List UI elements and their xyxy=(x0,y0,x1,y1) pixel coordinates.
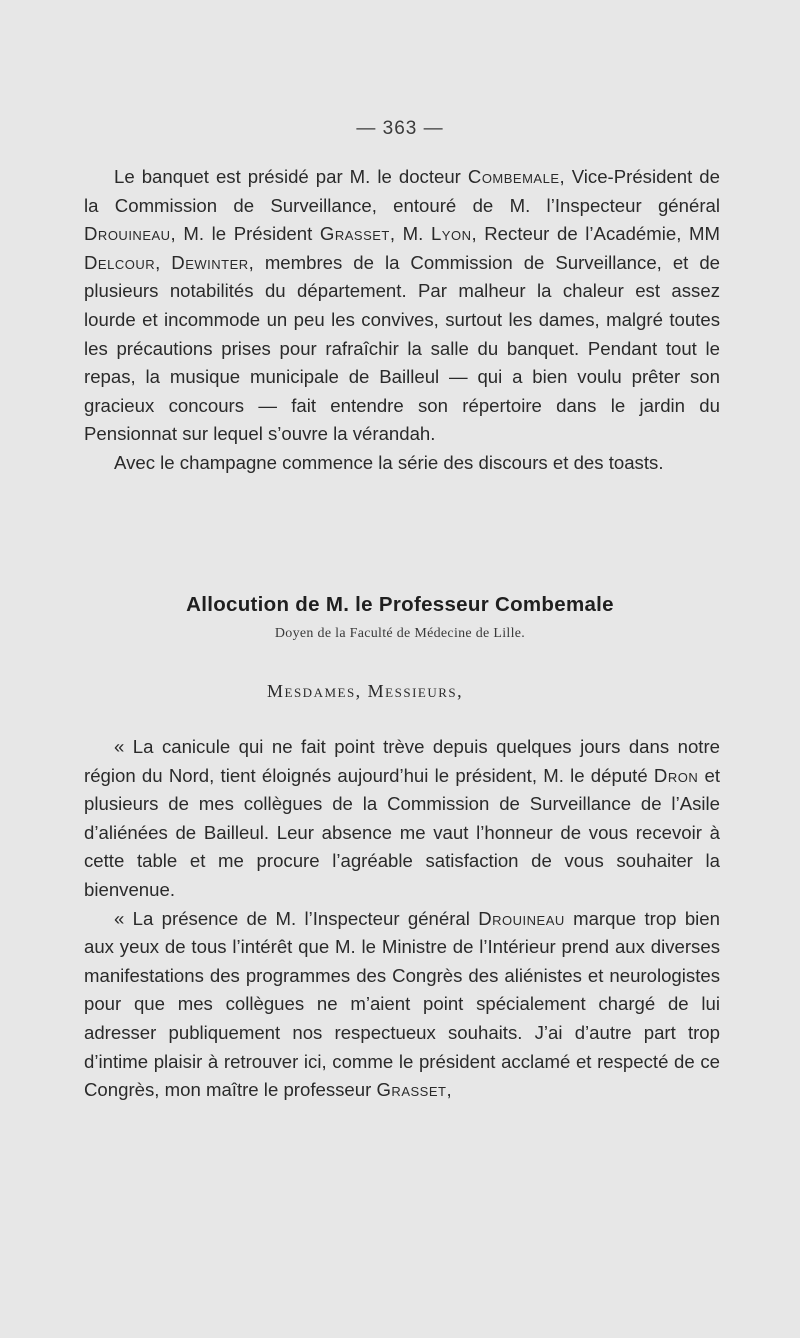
text-run: Le banquet est présidé par M. le docteur xyxy=(114,166,468,187)
person-name: Grasset xyxy=(376,1079,447,1101)
person-name: Combemale xyxy=(467,166,560,187)
text-run: , Recteur de l’Académie, MM xyxy=(471,223,720,245)
text-run: , xyxy=(446,1079,452,1101)
intro-paragraph-2: Avec le champagne commence la série des discours et des toasts. xyxy=(114,451,664,473)
person-name: Drouineau xyxy=(478,907,565,929)
person-name: Dron xyxy=(653,764,699,786)
speech-text xyxy=(84,733,720,1105)
text-run: , M. xyxy=(389,223,431,245)
salutation: Mesdames, Messieurs, xyxy=(267,681,464,701)
person-name: Lyon xyxy=(430,223,472,245)
text-run: , Vice-Président de la Commission de Surveillance, entouré de M. l’Inspecteur général xyxy=(84,166,720,216)
person-name: Dewinter xyxy=(171,251,249,273)
text-run: « La canicule qui ne fait point trève depuis quelques jours dans notre région du Nord, tient éloignés aujourd’hui le président, M. le député xyxy=(84,736,720,786)
allocution-subtitle: Doyen de la Faculté de Médecine de Lille. xyxy=(274,626,526,641)
person-name: Drouineau xyxy=(84,223,171,245)
text-run: , xyxy=(155,251,172,273)
speech-paragraph-2 xyxy=(84,905,720,1105)
person-name: Grasset xyxy=(319,223,390,245)
text-run: et plusieurs de mes collègues de la Commission de Surveillance de l’Asile d’aliénées de Bailleul. Leur absence me vaut l’honneur de vous recevoir à cette table et me procure l’agréable satisfaction de vous souhaiter la bienvenue. xyxy=(84,764,720,900)
intro-paragraph-1 xyxy=(84,163,720,449)
text-run: , M. le Président xyxy=(170,223,320,245)
text-run: marque trop bien aux yeux de tous l’intérêt que M. le Ministre de l’Intérieur prend aux diverses manifestations des programmes des Congrès des aliénistes et neurologistes pour que mes collègues ne m’aient point spécialement chargé de lui adresser publiquement nos respectueux souhaits. J’ai d’autre part trop d’intime plaisir à retrouver ici, comme le président acclamé et respecté de ce Congrès, mon maître le professeur xyxy=(84,907,720,1101)
text-run: , membres de la Commission de Surveillance, et de plusieurs notabilités du département. Par malheur la chaleur est assez lourde et incommode un peu les convives, surtout les dames, malgré toutes les précautions prises pour rafraîchir la salle du banquet. Pendant tout le repas, la musique municipale de Bailleul — qui a bien voulu prêter son gracieux concours — fait entendre son répertoire dans le jardin du Pensionnat sur lequel s’ouvre la vérandah. xyxy=(84,251,720,445)
text-run: « La présence de M. l’Inspecteur général xyxy=(114,907,479,929)
person-name: Delcour xyxy=(84,251,156,273)
page-number: — 363 — xyxy=(356,118,444,139)
intro-text xyxy=(84,163,720,478)
allocution-title: Allocution de M. le Professeur Combemale xyxy=(186,593,614,616)
speech-paragraph-1 xyxy=(84,733,720,905)
